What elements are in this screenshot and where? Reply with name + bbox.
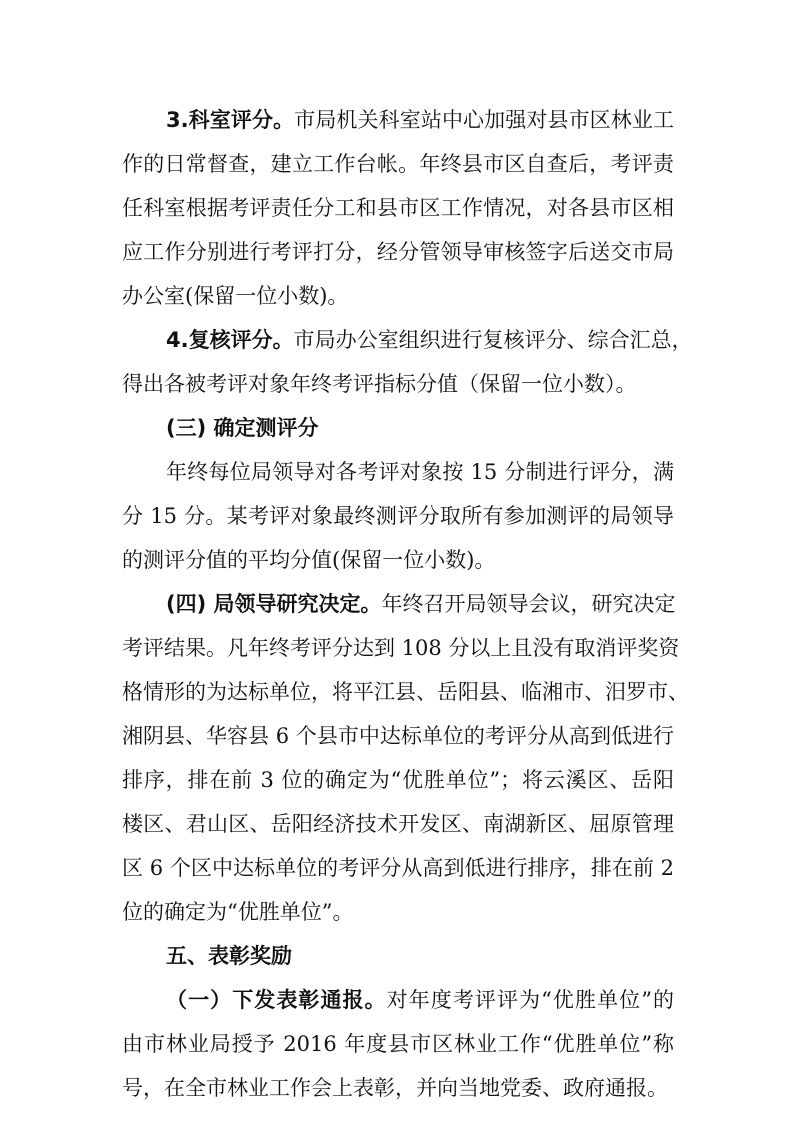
paragraph-line: 区 6 个区中达标单位的考评分从高到低进行排序，排在前 2	[122, 856, 674, 880]
section-heading: (三) 确定测评分	[166, 416, 319, 440]
paragraph-line: 作的日常督查，建立工作台帐。年终县市区自查后，考评责	[122, 152, 674, 176]
paragraph-line: 的测评分值的平均分值(保留一位小数)。	[122, 548, 496, 572]
paragraph-line	[122, 318, 693, 362]
paragraph-text: 年终召开局领导会议，研究决定	[381, 592, 676, 616]
section-heading: (四) 局领导研究决定。	[166, 592, 382, 616]
section-heading: 五、表彰奖励	[166, 944, 292, 968]
section-heading: 3.科室评分。	[166, 108, 295, 132]
paragraph-line: 年终每位局领导对各考评对象按 15 分制进行评分，满	[166, 460, 674, 484]
paragraph-line: 楼区、君山区、岳阳经济技术开发区、南湖新区、屈原管理	[122, 812, 674, 836]
paragraph-line: 分 15 分。某考评对象最终测评分取所有参加测评的局领导	[122, 504, 674, 528]
paragraph-line: 得出各被考评对象年终考评指标分值（保留一位小数）。	[122, 372, 637, 396]
paragraph-line	[122, 98, 674, 142]
paragraph-line: 考评结果。凡年终考评分达到 108 分以上且没有取消评奖资	[122, 636, 680, 660]
section-heading: 4.复核评分。	[166, 328, 294, 352]
paragraph-line: 排序，排在前 3 位的确定为“优胜单位”；将云溪区、岳阳	[122, 768, 674, 792]
paragraph-line: 号，在全市林业工作会上表彰，并向当地党委、政府通报。	[122, 1076, 668, 1100]
paragraph-line: 任科室根据考评责任分工和县市区工作情况，对各县市区相	[122, 196, 674, 220]
section-heading: （一）下发表彰通报。	[166, 988, 387, 1012]
paragraph-line: 应工作分别进行考评打分，经分管领导审核签字后送交市局	[122, 240, 674, 264]
paragraph-line: 湘阴县、华容县 6 个县市中达标单位的考评分从高到低进行	[122, 724, 674, 748]
paragraph-line: 由市林业局授予 2016 年度县市区林业工作“优胜单位”称	[122, 1032, 674, 1056]
paragraph-line: 格情形的为达标单位，将平江县、岳阳县、临湘市、汨罗市、	[122, 680, 689, 704]
paragraph-text: 市局机关科室站中心加强对县市区林业工	[294, 108, 674, 132]
document-page	[122, 98, 693, 1110]
paragraph-line: 办公室(保留一位小数)。	[122, 284, 349, 308]
paragraph-line	[122, 582, 674, 626]
paragraph-text: 市局办公室组织进行复核评分、综合汇总，	[293, 328, 693, 352]
paragraph-line	[122, 978, 674, 1022]
paragraph-text: 对年度考评评为“优胜单位”的	[386, 988, 674, 1012]
paragraph-line: 位的确定为“优胜单位”。	[122, 900, 354, 924]
